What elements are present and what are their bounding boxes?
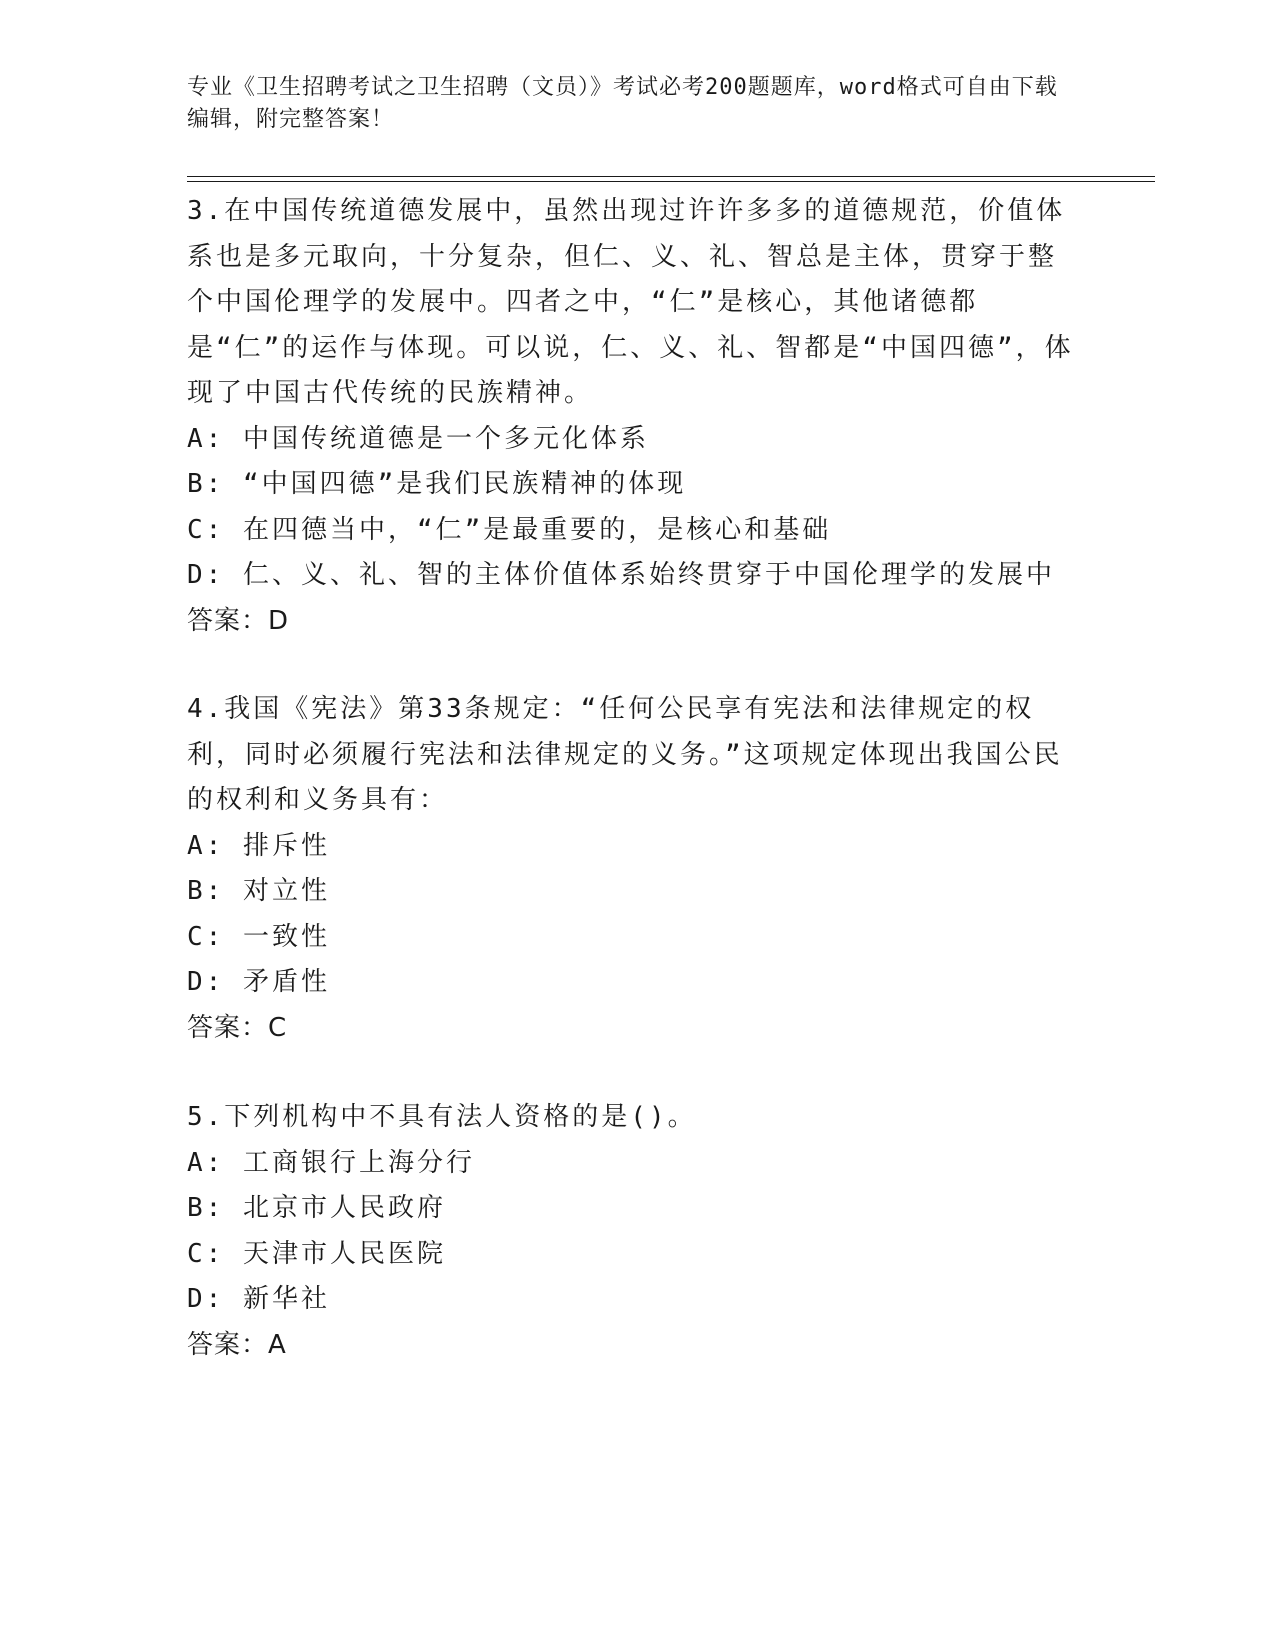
option-d: D: 矛盾性	[187, 967, 330, 997]
option-a: A: 工商银行上海分行	[187, 1147, 475, 1178]
answer: 答案：C	[187, 1012, 288, 1043]
option-c: C: 一致性	[187, 921, 330, 952]
answer: 答案：D	[187, 605, 290, 636]
option-d: D: 新华社	[187, 1284, 330, 1314]
option-b: B: 北京市人民政府	[187, 1193, 446, 1223]
option-b: B: 对立性	[187, 876, 330, 906]
option-a: A: 中国传统道德是一个多元化体系	[187, 423, 649, 454]
answer: 答案：A	[187, 1329, 287, 1360]
question-5	[187, 1095, 1077, 1368]
question-text: 4.我国《宪法》第33条规定：“任何公民享有宪法和法律规定的权利，同时必须履行宪法和法律规定的义务。”这项规定体现出我国公民的权利和义务具有：	[187, 694, 1063, 815]
question-3	[187, 189, 1077, 644]
header-rule-top	[187, 176, 1155, 177]
option-d: D: 仁、义、礼、智的主体价值体系始终贯穿于中国伦理学的发展中	[187, 560, 1055, 590]
question-text: 3.在中国传统道德发展中，虽然出现过许许多多的道德规范，价值体系也是多元取向，十分复杂，但仁、义、礼、智总是主体，贯穿于整个中国伦理学的发展中。四者之中，“仁”是核心，其他诸德都是“仁”的运作与体现。可以说，仁、义、礼、智都是“中国四德”，体现了中国古代传统的民族精神。	[187, 196, 1074, 408]
question-4	[187, 687, 1077, 1051]
option-c: C: 在四德当中，“仁”是最重要的，是核心和基础	[187, 514, 832, 545]
option-b: B: “中国四德”是我们民族精神的体现	[187, 469, 687, 499]
document-header: 专业《卫生招聘考试之卫生招聘（文员）》考试必考200题题库，word格式可自由下载编辑，附完整答案！	[187, 75, 1058, 132]
option-a: A: 排斥性	[187, 830, 330, 861]
question-text: 5.下列机构中不具有法人资格的是()。	[187, 1102, 697, 1132]
option-c: C: 天津市人民医院	[187, 1238, 446, 1269]
header-rule-bottom	[187, 181, 1155, 182]
